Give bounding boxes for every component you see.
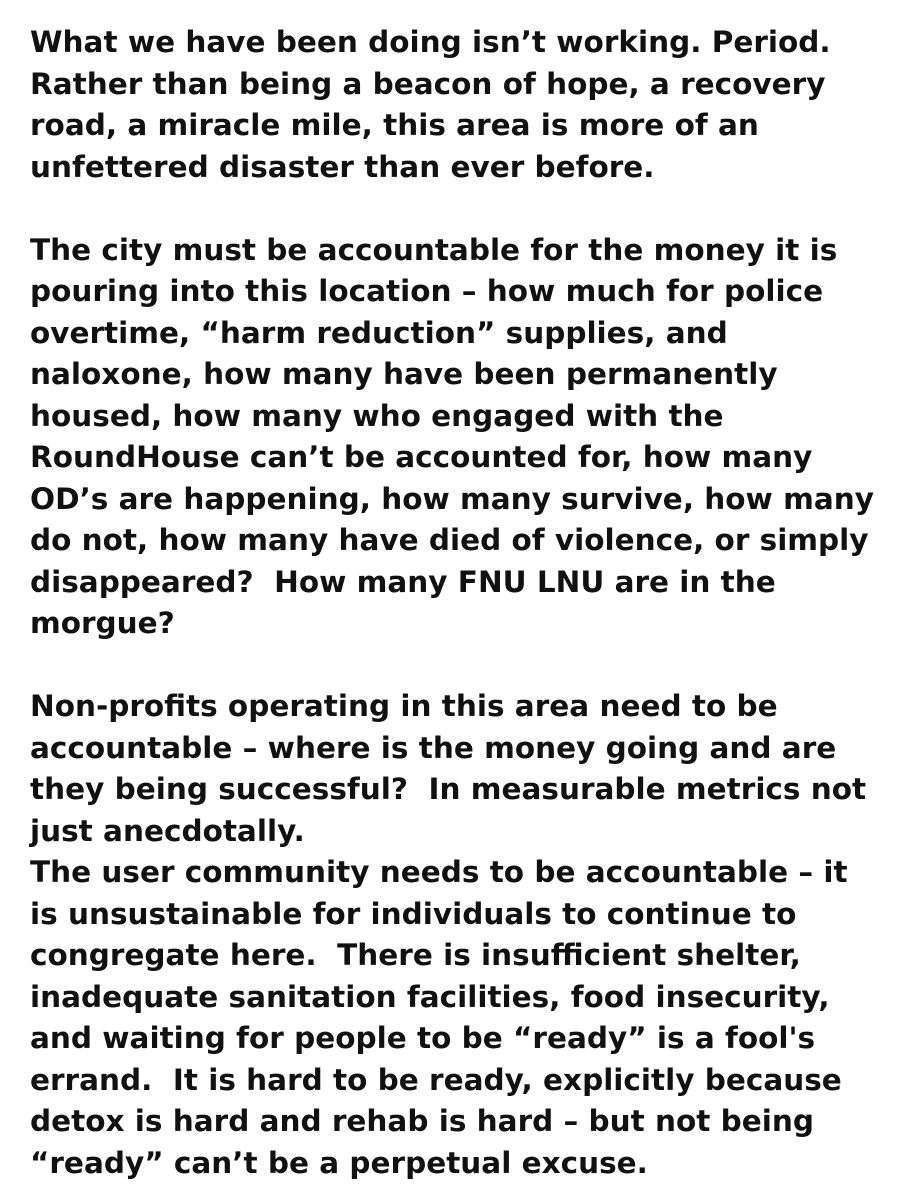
text-line: Rather than being a beacon of hope, a recovery [30,66,826,101]
paragraph-intro [30,22,900,188]
text-line: overtime, “harm reduction” supplies, and [30,315,728,350]
text-line: errand. It is hard to be ready, explicitly because [30,1062,842,1097]
text-line: accountable – where is the money going and are [30,730,837,765]
text-line: inadequate sanitation facilities, food insecurity, [30,979,830,1014]
text-line: RoundHouse can’t be accounted for, how many [30,440,813,474]
text-line: Non-profits operating in this area need to be [30,689,778,723]
text-line: they being successful? In measurable metrics not [30,772,867,806]
text-line: housed, how many who engaged with the [30,398,724,433]
text-line: disappeared? How many FNU LNU are in the [30,564,776,599]
text-line: morgue? [30,606,175,640]
paragraph-city-accountability [30,230,900,645]
text-line: pouring into this location – how much for police [30,274,824,308]
text-line: just anecdotally. [30,813,305,848]
text-line: road, a miracle mile, this area is more of an [30,108,759,142]
text-line: do not, how many have died of violence, or simply [30,523,869,557]
text-line: congregate here. There is insufficient shelter, [30,938,801,972]
document-body [30,22,900,1184]
paragraph-spacer [30,645,900,687]
text-line: OD’s are happening, how many survive, how many [30,481,874,516]
text-line: naloxone, how many have been permanently [30,357,778,391]
text-line: “ready” can’t be a perpetual excuse. [30,1145,648,1180]
text-line: What we have been doing isn’t working. Period. [30,25,831,59]
text-line: The user community needs to be accountable – it [30,855,848,889]
text-line: detox is hard and rehab is hard – but not being [30,1104,815,1138]
text-line: and waiting for people to be “ready” is a fool's [30,1021,816,1055]
paragraph-spacer [30,188,900,230]
text-line: is unsustainable for individuals to continue to [30,896,797,931]
paragraph-nonprofits-and-users [30,686,900,1184]
text-line: unfettered disaster than ever before. [30,149,655,184]
text-line: The city must be accountable for the money it is [30,232,838,267]
